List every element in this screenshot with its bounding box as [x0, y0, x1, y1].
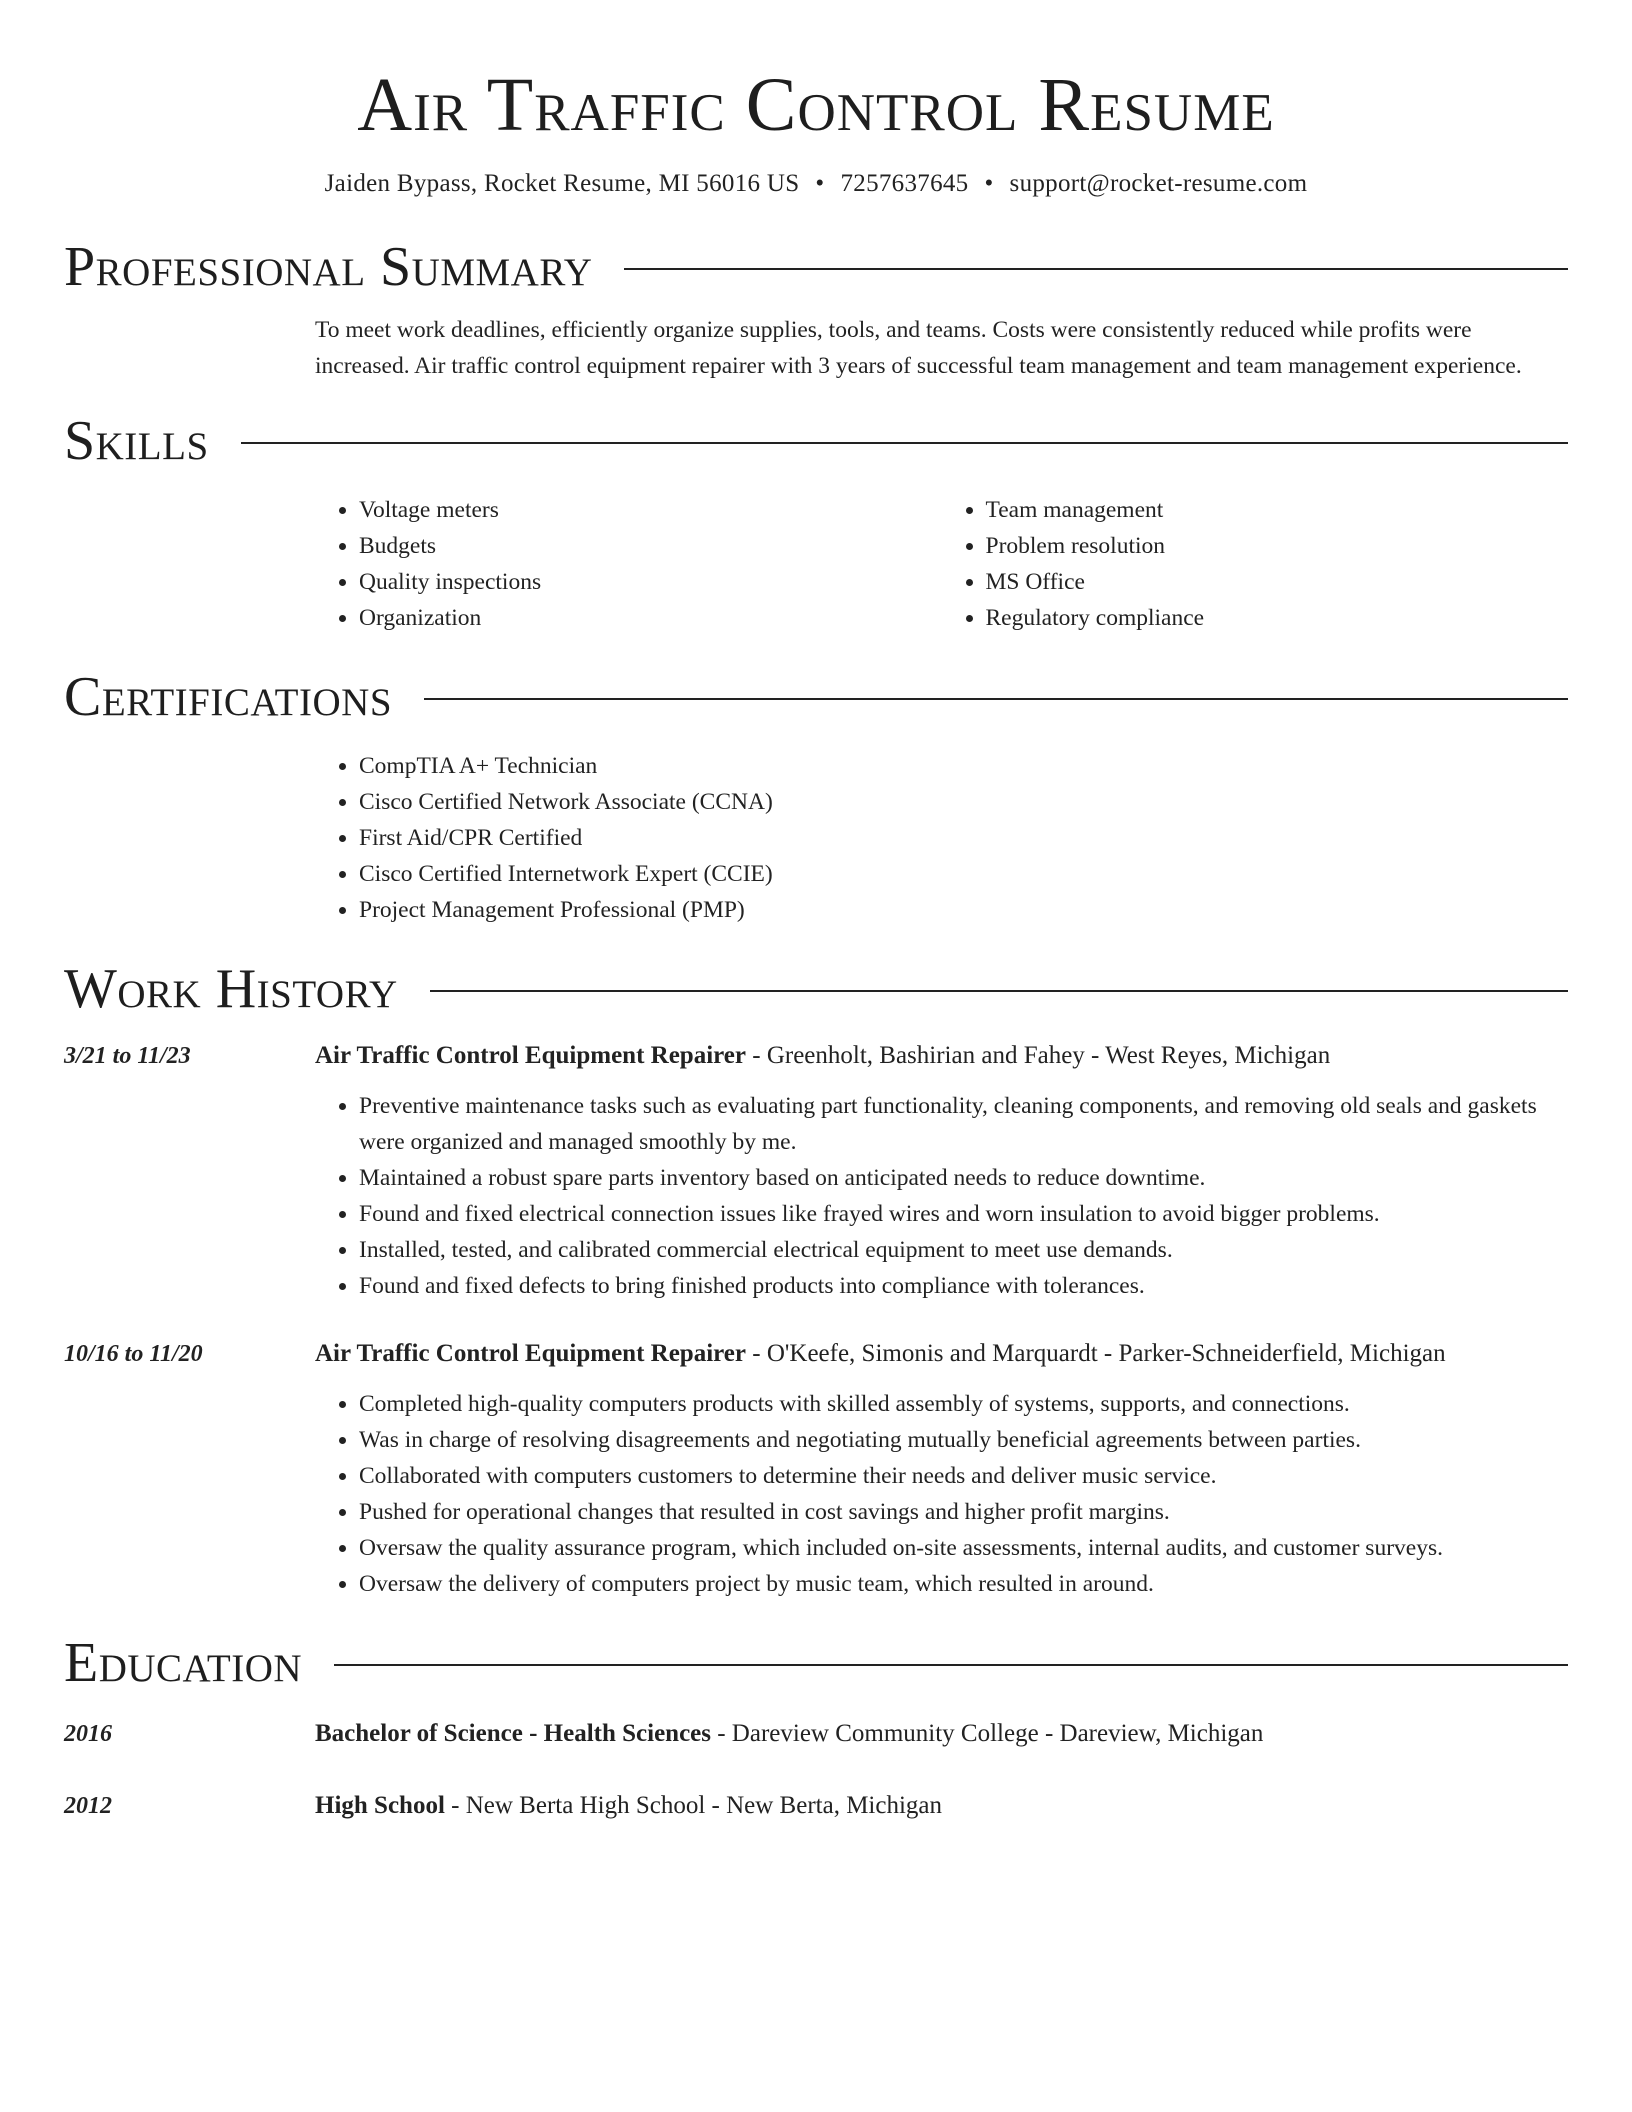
section-divider	[334, 1664, 1568, 1666]
education-entry	[64, 1716, 1568, 1752]
skill-item: • Team management	[986, 492, 1569, 528]
job-heading	[315, 1038, 1568, 1074]
section-divider	[430, 990, 1568, 992]
job-bullet-list	[315, 1386, 1568, 1602]
job-bullet: • Preventive maintenance tasks such as evaluating part functionality, cleaning components, and removing old seals and gaskets were organized and managed smoothly by me.	[359, 1088, 1568, 1160]
skill-item: • Organization	[359, 600, 942, 636]
job-heading	[315, 1336, 1568, 1372]
contact-phone: 7257637645	[840, 170, 969, 197]
job-header	[64, 1038, 1568, 1074]
job-header	[64, 1336, 1568, 1372]
job-title: Air Traffic Control Equipment Repairer	[315, 1340, 746, 1367]
job-bullet: • Found and fixed defects to bring finished products into compliance with tolerances.	[359, 1268, 1568, 1304]
job-bullet: • Collaborated with computers customers to determine their needs and deliver music service.	[359, 1458, 1568, 1494]
section-divider	[241, 442, 1568, 444]
certification-item: • Cisco Certified Internetwork Expert (CCIE)	[359, 856, 1568, 892]
job-bullet: • Was in charge of resolving disagreements and negotiating mutually beneficial agreements between parties.	[359, 1422, 1568, 1458]
job-bullet: • Pushed for operational changes that resulted in cost savings and higher profit margins.	[359, 1494, 1568, 1530]
contact-separator: •	[984, 170, 994, 197]
job-dates: 10/16 to 11/20	[64, 1341, 203, 1367]
contact-line	[64, 168, 1568, 200]
job-bullet: • Oversaw the delivery of computers project by music team, which resulted in around.	[359, 1566, 1568, 1602]
job-bullet: • Completed high-quality computers products with skilled assembly of systems, supports, and connections.	[359, 1386, 1568, 1422]
certifications-list	[315, 748, 1568, 928]
summary-heading: Professional Summary	[64, 236, 593, 298]
education-section-header	[64, 1632, 1568, 1694]
job-bullet: • Installed, tested, and calibrated commercial electrical equipment to meet use demands.	[359, 1232, 1568, 1268]
job-entry	[64, 1336, 1568, 1602]
job-bullet: • Oversaw the quality assurance program, which included on-site assessments, internal audits, and customer surveys.	[359, 1530, 1568, 1566]
skills-heading: Skills	[64, 410, 209, 472]
resume-title: Air Traffic Control Resume	[357, 63, 1275, 147]
job-entry	[64, 1038, 1568, 1304]
education-entry	[64, 1788, 1568, 1824]
skill-item: • Voltage meters	[359, 492, 942, 528]
contact-address: Jaiden Bypass, Rocket Resume, MI 56016 US	[324, 170, 800, 197]
education-year: 2012	[64, 1793, 112, 1819]
education-heading-line	[315, 1716, 1568, 1752]
job-bullet: • Maintained a robust spare parts inventory based on anticipated needs to reduce downtime.	[359, 1160, 1568, 1196]
skills-grid	[315, 492, 1568, 636]
job-bullets	[315, 1386, 1568, 1602]
job-bullet-list	[315, 1088, 1568, 1304]
certifications-block	[315, 748, 1568, 928]
job-title: Air Traffic Control Equipment Repairer	[315, 1042, 746, 1069]
education-details: - Dareview Community College - Dareview, Michigan	[710, 1720, 1264, 1747]
certifications-section-header	[64, 666, 1568, 728]
job-bullet: • Found and fixed electrical connection issues like frayed wires and worn insulation to avoid bigger problems.	[359, 1196, 1568, 1232]
resume-page	[64, 0, 1568, 1824]
work-section-header	[64, 958, 1568, 1020]
job-details: - O'Keefe, Simonis and Marquardt - Parker-Schneiderfield, Michigan	[746, 1340, 1446, 1367]
job-bullets	[315, 1088, 1568, 1304]
certifications-heading: Certifications	[64, 666, 393, 728]
skill-item: • MS Office	[986, 564, 1569, 600]
education-degree: High School	[315, 1792, 445, 1819]
certification-item: • Cisco Certified Network Associate (CCNA)	[359, 784, 1568, 820]
summary-text: To meet work deadlines, efficiently organize supplies, tools, and teams. Costs were consistently reduced while profits were increased. Air traffic control equipment repairer with 3 years of successful team management and team management experience.	[315, 317, 1522, 379]
education-details: - New Berta High School - New Berta, Michigan	[444, 1792, 943, 1819]
job-details: - Greenholt, Bashirian and Fahey - West Reyes, Michigan	[746, 1042, 1331, 1069]
education-heading: Education	[64, 1632, 303, 1694]
summary-section-header	[64, 236, 1568, 298]
education-heading-line	[315, 1788, 1568, 1824]
job-dates: 3/21 to 11/23	[64, 1043, 191, 1069]
skill-item: • Quality inspections	[359, 564, 942, 600]
skill-item: • Budgets	[359, 528, 942, 564]
education-year: 2016	[64, 1721, 112, 1747]
education-degree: Bachelor of Science - Health Sciences	[315, 1720, 711, 1747]
contact-email: support@rocket-resume.com	[1009, 170, 1308, 197]
skill-item: • Regulatory compliance	[986, 600, 1569, 636]
skill-item: • Problem resolution	[986, 528, 1569, 564]
certification-item: • Project Management Professional (PMP)	[359, 892, 1568, 928]
section-divider	[624, 268, 1568, 270]
certification-item: • CompTIA A+ Technician	[359, 748, 1568, 784]
skills-list-left	[315, 492, 942, 636]
certification-item: • First Aid/CPR Certified	[359, 820, 1568, 856]
contact-separator: •	[815, 170, 825, 197]
work-heading: Work History	[64, 958, 398, 1020]
section-divider	[424, 698, 1568, 700]
skills-list-right	[942, 492, 1569, 636]
skills-section-header	[64, 410, 1568, 472]
